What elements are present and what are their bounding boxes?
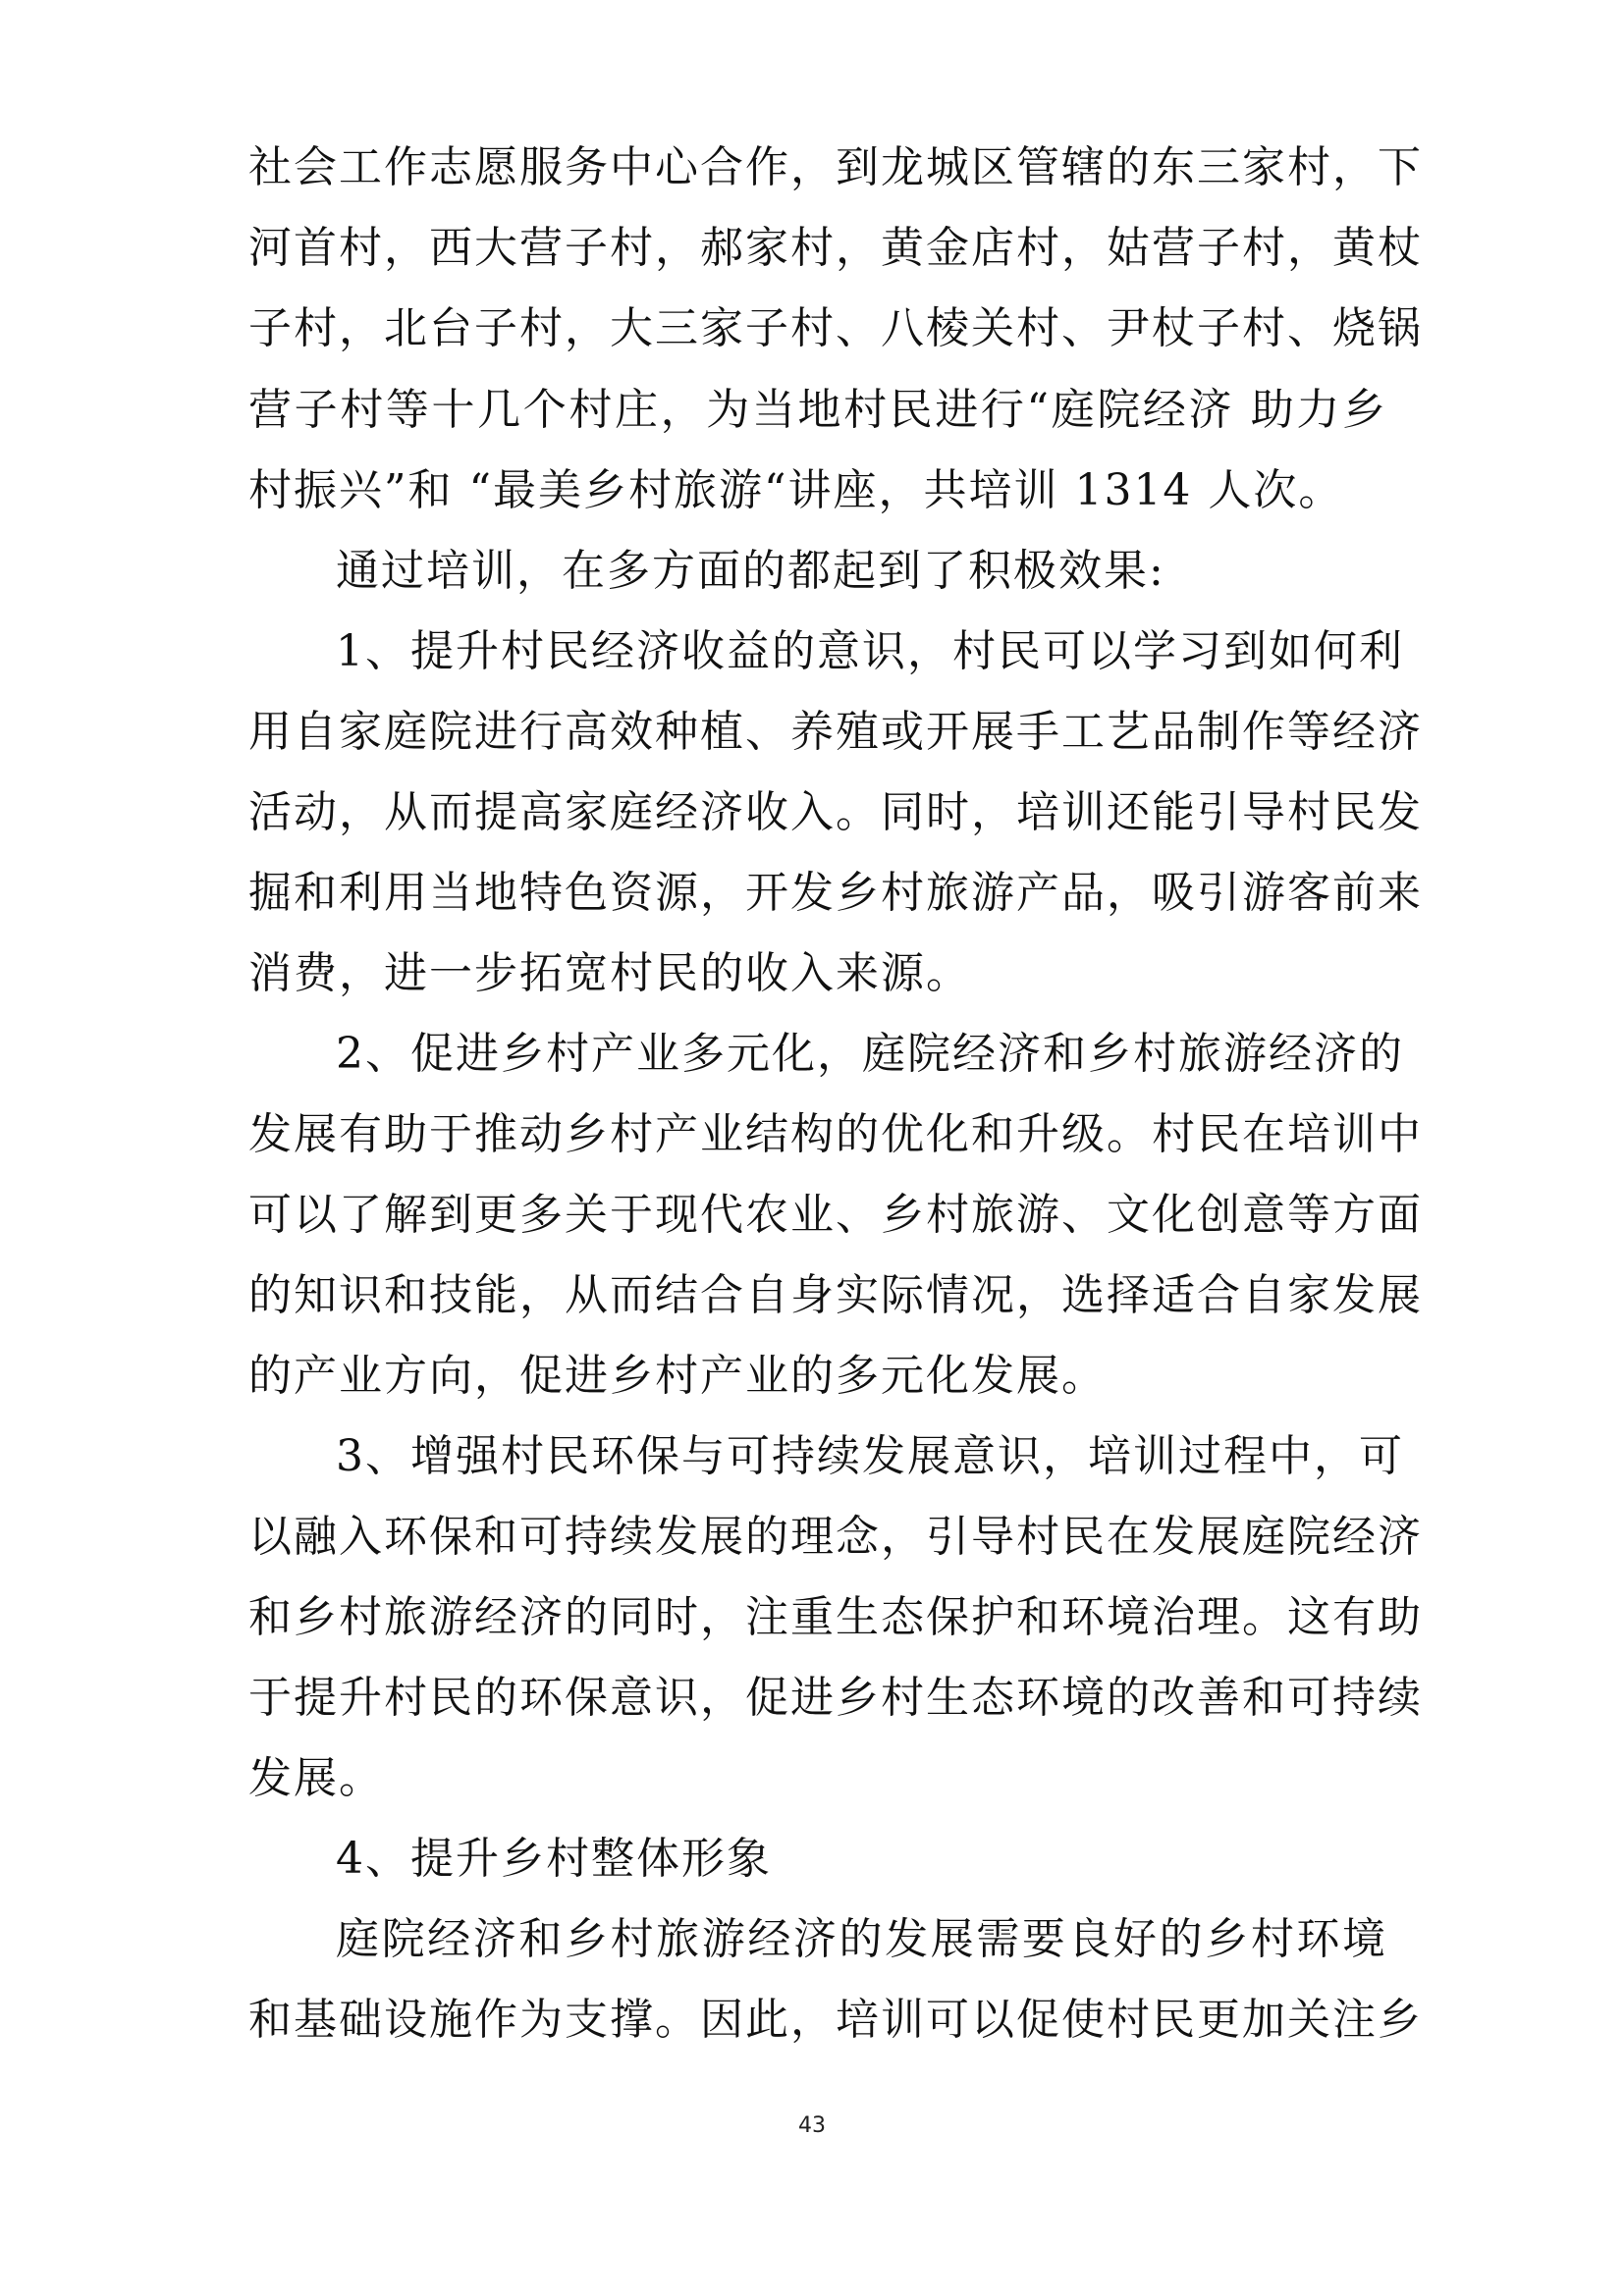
text-line: 活动，从而提高家庭经济收入。同时，培训还能引导村民发 [248, 787, 1423, 837]
text-line: 河首村，西大营子村，郝家村，黄金店村，姑营子村，黄杖 [248, 223, 1423, 273]
text-line: 发展。 [248, 1753, 384, 1803]
text-line: 子村，北台子村，大三家子村、八棱关村、尹杖子村、烧锅 [248, 303, 1423, 353]
text-line: 用自家庭院进行高效种植、养殖或开展手工艺品制作等经济 [248, 707, 1423, 757]
text-line: 营子村等十几个村庄，为当地村民进行“庭院经济 助力乡 [248, 385, 1387, 435]
text-line: 庭院经济和乡村旅游经济的发展需要良好的乡村环境 [336, 1914, 1387, 1964]
text-line: 的知识和技能，从而结合自身实际情况，选择适合自家发展 [248, 1270, 1423, 1320]
text-line: 的产业方向，促进乡村产业的多元化发展。 [248, 1351, 1107, 1401]
text-line: 1、提升村民经济收益的意识，村民可以学习到如何利 [336, 626, 1404, 676]
text-line: 掘和利用当地特色资源，开发乡村旅游产品，吸引游客前来 [248, 868, 1423, 918]
text-line: 以融入环保和可持续发展的理念，引导村民在发展庭院经济 [248, 1512, 1423, 1562]
text-line: 3、增强村民环保与可持续发展意识，培训过程中，可 [336, 1431, 1404, 1481]
text-line: 社会工作志愿服务中心合作，到龙城区管辖的东三家村，下 [248, 142, 1423, 192]
text-line: 2、促进乡村产业多元化，庭院经济和乡村旅游经济的 [336, 1029, 1404, 1079]
text-line: 消费，进一步拓宽村民的收入来源。 [248, 948, 971, 998]
text-line: 和基础设施作为支撑。因此，培训可以促使村民更加关注乡 [248, 1995, 1423, 2045]
text-line: 村振兴”和 “最美乡村旅游“讲座，共培训 1314 人次。 [248, 465, 1344, 515]
text-line: 于提升村民的环保意识，促进乡村生态环境的改善和可持续 [248, 1673, 1423, 1723]
page-number: 43 [798, 2113, 826, 2138]
text-line: 和乡村旅游经济的同时，注重生态保护和环境治理。这有助 [248, 1592, 1423, 1642]
text-line: 发展有助于推动乡村产业结构的优化和升级。村民在培训中 [248, 1109, 1423, 1159]
text-line: 4、提升乡村整体形象 [336, 1834, 772, 1884]
text-line: 可以了解到更多关于现代农业、乡村旅游、文化创意等方面 [248, 1190, 1423, 1240]
text-line: 通过培训，在多方面的都起到了积极效果: [336, 546, 1165, 596]
